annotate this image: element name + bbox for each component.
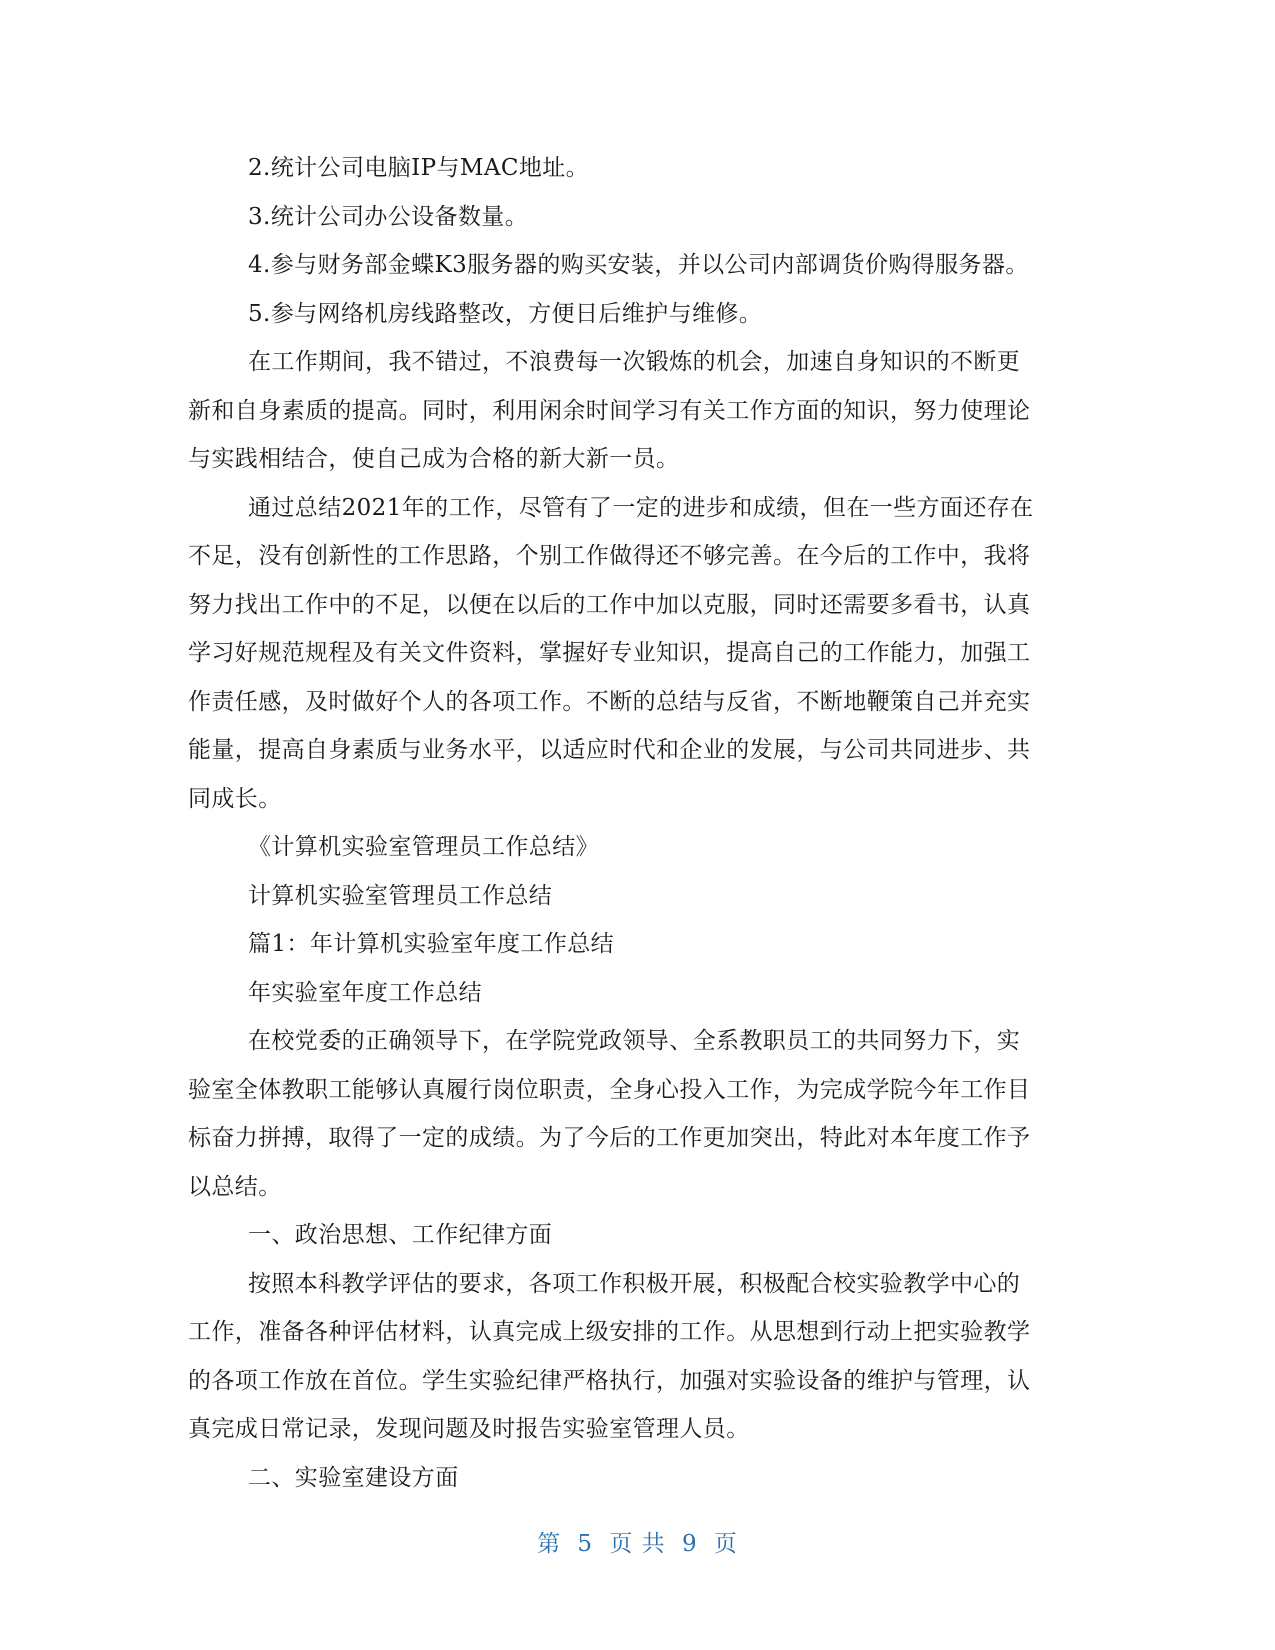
page-footer bbox=[0, 1525, 1275, 1558]
paragraph-line: 按照本科教学评估的要求，各项工作积极开展，积极配合校实验教学中心的 bbox=[248, 1270, 1021, 1297]
paragraph-line: 努力找出工作中的不足，以便在以后的工作中加以克服，同时还需要多看书，认真 bbox=[188, 591, 1031, 618]
footer-total-pages: 9 bbox=[681, 1531, 698, 1557]
chapter-subheading: 年实验室年度工作总结 bbox=[248, 979, 482, 1006]
list-item-5: 5.参与网络机房线路整改，方便日后维护与维修。 bbox=[248, 300, 763, 327]
list-item-2: 2.统计公司电脑IP与MAC地址。 bbox=[248, 155, 590, 181]
footer-suffix: 页 bbox=[713, 1531, 738, 1557]
footer-prefix: 第 bbox=[537, 1531, 562, 1557]
list-item-4: 4.参与财务部金蝶K3服务器的购买安装，并以公司内部调货价购得服务器。 bbox=[248, 252, 1029, 278]
section-subtitle: 计算机实验室管理员工作总结 bbox=[248, 882, 553, 909]
section-heading-politics: 一、政治思想、工作纪律方面 bbox=[248, 1222, 553, 1248]
paragraph-line: 验室全体教职工能够认真履行岗位职责，全身心投入工作，为完成学院今年工作目 bbox=[188, 1076, 1031, 1103]
document-body bbox=[188, 144, 1088, 1502]
paragraph-line: 作责任感，及时做好个人的各项工作。不断的总结与反省，不断地鞭策自己并充实 bbox=[188, 688, 1031, 715]
list-item-3: 3.统计公司办公设备数量。 bbox=[248, 203, 529, 230]
section-title: 《计算机实验室管理员工作总结》 bbox=[248, 834, 599, 860]
paragraph-line: 能量，提高自身素质与业务水平，以适应时代和企业的发展，与公司共同进步、共 bbox=[188, 737, 1031, 763]
paragraph-line: 的各项工作放在首位。学生实验纪律严格执行，加强对实验设备的维护与管理，认 bbox=[188, 1367, 1031, 1394]
paragraph-line: 新和自身素质的提高。同时，利用闲余时间学习有关工作方面的知识，努力使理论 bbox=[188, 397, 1031, 424]
paragraph-line: 工作，准备各种评估材料，认真完成上级安排的工作。从思想到行动上把实验教学 bbox=[188, 1319, 1031, 1345]
paragraph-line: 通过总结2021年的工作，尽管有了一定的进步和成绩，但在一些方面还存在 bbox=[248, 494, 1034, 521]
paragraph-line: 学习好规范规程及有关文件资料，掌握好专业知识，提高自己的工作能力，加强工 bbox=[188, 640, 1031, 666]
paragraph-line: 在工作期间，我不错过，不浪费每一次锻炼的机会，加速自身知识的不断更 bbox=[248, 349, 1021, 375]
paragraph-line: 不足，没有创新性的工作思路，个别工作做得还不够完善。在今后的工作中，我将 bbox=[188, 543, 1031, 569]
footer-middle: 页 共 bbox=[609, 1531, 666, 1557]
paragraph-line: 以总结。 bbox=[188, 1173, 282, 1200]
section-heading-lab-construction: 二、实验室建设方面 bbox=[248, 1464, 459, 1491]
paragraph-line: 真完成日常记录，发现问题及时报告实验室管理人员。 bbox=[188, 1416, 750, 1442]
footer-current-page: 5 bbox=[577, 1531, 594, 1557]
paragraph-line: 与实践相结合，使自己成为合格的新大新一员。 bbox=[188, 446, 680, 472]
paragraph-line: 同成长。 bbox=[188, 785, 282, 812]
chapter-heading: 篇1：年计算机实验室年度工作总结 bbox=[248, 931, 615, 957]
paragraph-line: 标奋力拼搏，取得了一定的成绩。为了今后的工作更加突出，特此对本年度工作予 bbox=[188, 1125, 1031, 1151]
paragraph-line: 在校党委的正确领导下，在学院党政领导、全系教职员工的共同努力下，实 bbox=[248, 1028, 1021, 1054]
